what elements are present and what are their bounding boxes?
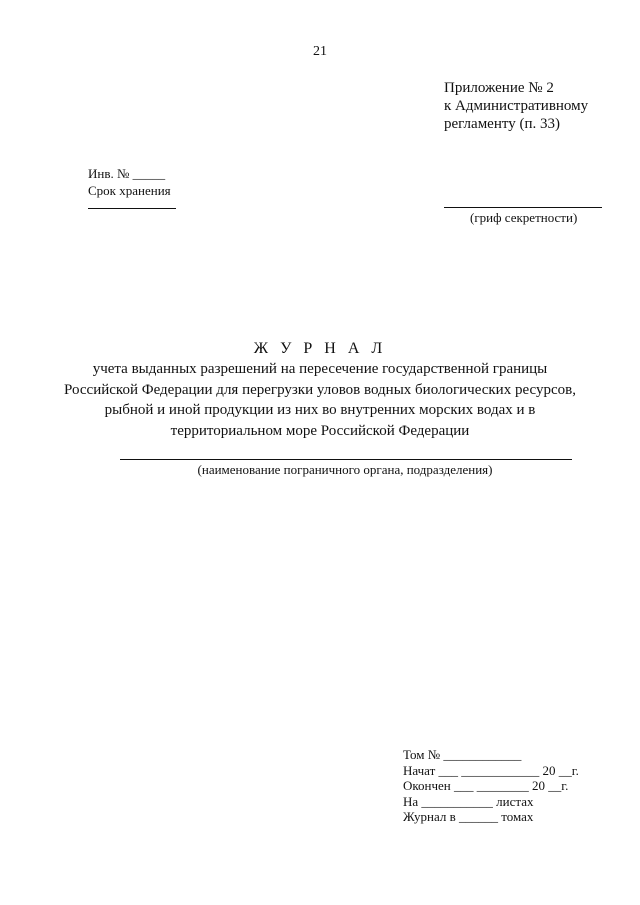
journal-title-block — [60, 339, 580, 441]
journal-title: Ж У Р Н А Л — [253, 340, 387, 357]
appendix-line-3: регламенту (п. 33) — [444, 116, 560, 132]
journal-subtitle-line: Российской Федерации для перегрузки уловов водных биологических ресурсов, — [64, 381, 576, 398]
journal-subtitle-line: территориальном море Российской Федерации — [170, 422, 470, 439]
appendix-line-1: Приложение № 2 — [444, 80, 554, 96]
started-date-field: Начат ___ ____________ 20 __г. — [403, 762, 579, 778]
secrecy-caption: (гриф секретности) — [470, 210, 578, 225]
volume-number-field: Том № ____________ — [403, 747, 522, 762]
appendix-note — [444, 79, 588, 133]
appendix-line-2: к Административному — [444, 98, 589, 114]
volume-info-block — [403, 747, 579, 825]
storage-period-label: Срок хранения — [88, 183, 171, 198]
storage-period-line — [88, 208, 176, 209]
journal-subtitle-line: рыбной и иной продукции из них во внутренних морских водах и в — [104, 402, 536, 418]
journal-subtitle — [60, 359, 580, 441]
journal-subtitle-line: учета выданных разрешений на пересечение государственной границы — [92, 361, 548, 377]
ended-date-field: Окончен ___ ________ 20 __г. — [403, 778, 569, 793]
secrecy-stamp-line — [444, 207, 602, 208]
organization-name-line — [120, 459, 572, 460]
page-number: 21 — [313, 44, 327, 59]
sheet-count-field: На ___________ листах — [403, 793, 534, 809]
organization-caption: (наименование пограничного органа, подразделения) — [197, 462, 493, 477]
inventory-number-label: Инв. № _____ — [88, 166, 166, 181]
inventory-block — [88, 165, 171, 199]
volume-count-field: Журнал в ______ томах — [403, 809, 534, 824]
